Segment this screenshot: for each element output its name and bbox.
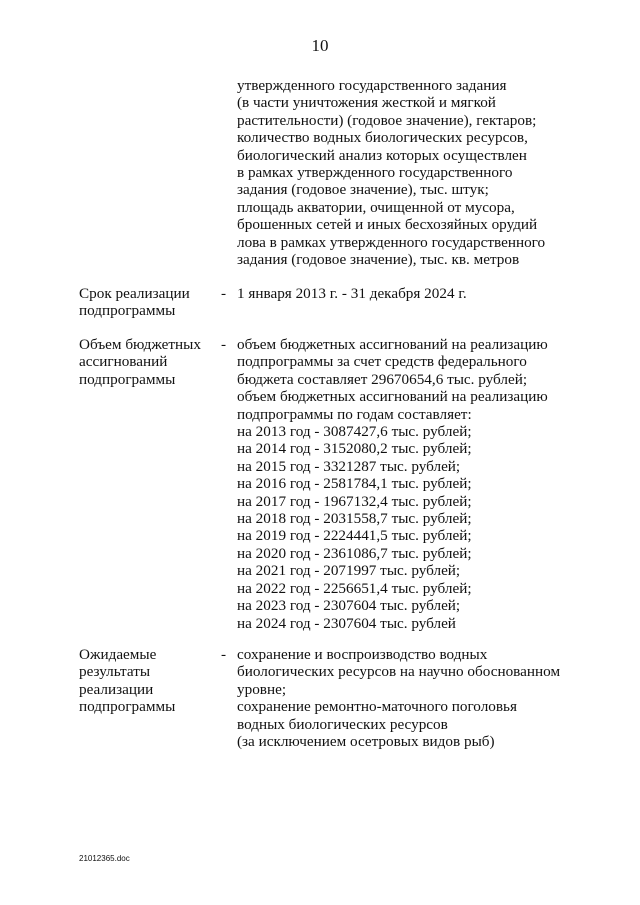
text-line: растительности) (годовое значение), гектаров; <box>237 111 537 129</box>
value-line: (за исключением осетровых видов рыб) <box>237 733 495 751</box>
text-line: площадь акватории, очищенной от мусора, <box>237 198 515 216</box>
value-line: объем бюджетных ассигнований на реализацию <box>237 388 548 406</box>
value-line: на 2013 год - 3087427,6 тыс. рублей; <box>237 423 472 441</box>
value-line: сохранение и воспроизводство водных <box>237 646 488 663</box>
value-line: водных биологических ресурсов <box>237 715 448 733</box>
section-label <box>79 646 175 716</box>
text-line: (в части уничтожения жесткой и мягкой <box>237 94 496 112</box>
value-line: 1 января 2013 г. - 31 декабря 2024 г. <box>237 285 467 302</box>
label-line: Ожидаемые <box>79 646 157 663</box>
section-value <box>237 646 560 750</box>
value-line: на 2014 год - 3152080,2 тыс. рублей; <box>237 440 472 458</box>
footer-filename: 21012365.doc <box>79 854 130 863</box>
section-value <box>237 336 548 632</box>
label-line: подпрограммы <box>79 370 176 388</box>
value-line: на 2022 год - 2256651,4 тыс. рублей; <box>237 579 472 597</box>
page-number: 10 <box>311 36 329 55</box>
label-line: ассигнований <box>79 353 168 371</box>
value-line: подпрограммы за счет средств федерального <box>237 353 527 371</box>
value-line: уровне; <box>237 680 287 698</box>
separator-dash: - <box>221 336 227 353</box>
text-line: в рамках утвержденного государственного <box>237 164 513 182</box>
section-label <box>79 285 190 320</box>
value-line: на 2024 год - 2307604 тыс. рублей <box>237 614 456 632</box>
value-line: объем бюджетных ассигнований на реализацию <box>237 336 548 353</box>
text-line: задания (годовое значение), тыс. штук; <box>237 181 489 199</box>
label-line: Срок реализации <box>79 285 190 302</box>
value-line: биологических ресурсов на научно обоснованном <box>237 663 561 681</box>
value-line: на 2015 год - 3321287 тыс. рублей; <box>237 457 461 475</box>
text-line: задания (годовое значение), тыс. кв. метров <box>237 251 520 269</box>
separator-dash: - <box>221 646 227 663</box>
section-label <box>79 336 201 388</box>
value-line: на 2017 год - 1967132,4 тыс. рублей; <box>237 492 472 510</box>
continuation-text <box>237 77 545 268</box>
text-line: лова в рамках утвержденного государственного <box>237 233 546 251</box>
text-line: брошенных сетей и иных бесхозяйных орудий <box>237 216 538 234</box>
section-value <box>237 285 467 302</box>
value-line: на 2023 год - 2307604 тыс. рублей; <box>237 597 461 615</box>
value-line: на 2021 год - 2071997 тыс. рублей; <box>237 562 461 580</box>
value-line: на 2019 год - 2224441,5 тыс. рублей; <box>237 527 472 545</box>
value-line: на 2016 год - 2581784,1 тыс. рублей; <box>237 475 472 493</box>
text-line: утвержденного государственного задания <box>237 77 507 94</box>
label-line: результаты <box>79 663 151 681</box>
value-line: бюджета составляет 29670654,6 тыс. рублей; <box>237 370 528 388</box>
label-line: Объем бюджетных <box>79 336 201 353</box>
label-line: реализации <box>79 680 154 698</box>
label-line: подпрограммы <box>79 698 176 716</box>
value-line: сохранение ремонтно-маточного поголовья <box>237 698 517 716</box>
value-line: на 2020 год - 2361086,7 тыс. рублей; <box>237 544 472 562</box>
text-line: биологический анализ которых осуществлен <box>237 146 527 164</box>
label-line: подпрограммы <box>79 302 176 320</box>
text-line: количество водных биологических ресурсов, <box>237 129 528 147</box>
value-line: подпрограммы по годам составляет: <box>237 405 472 423</box>
value-line: на 2018 год - 2031558,7 тыс. рублей; <box>237 510 472 528</box>
separator-dash: - <box>221 285 227 302</box>
